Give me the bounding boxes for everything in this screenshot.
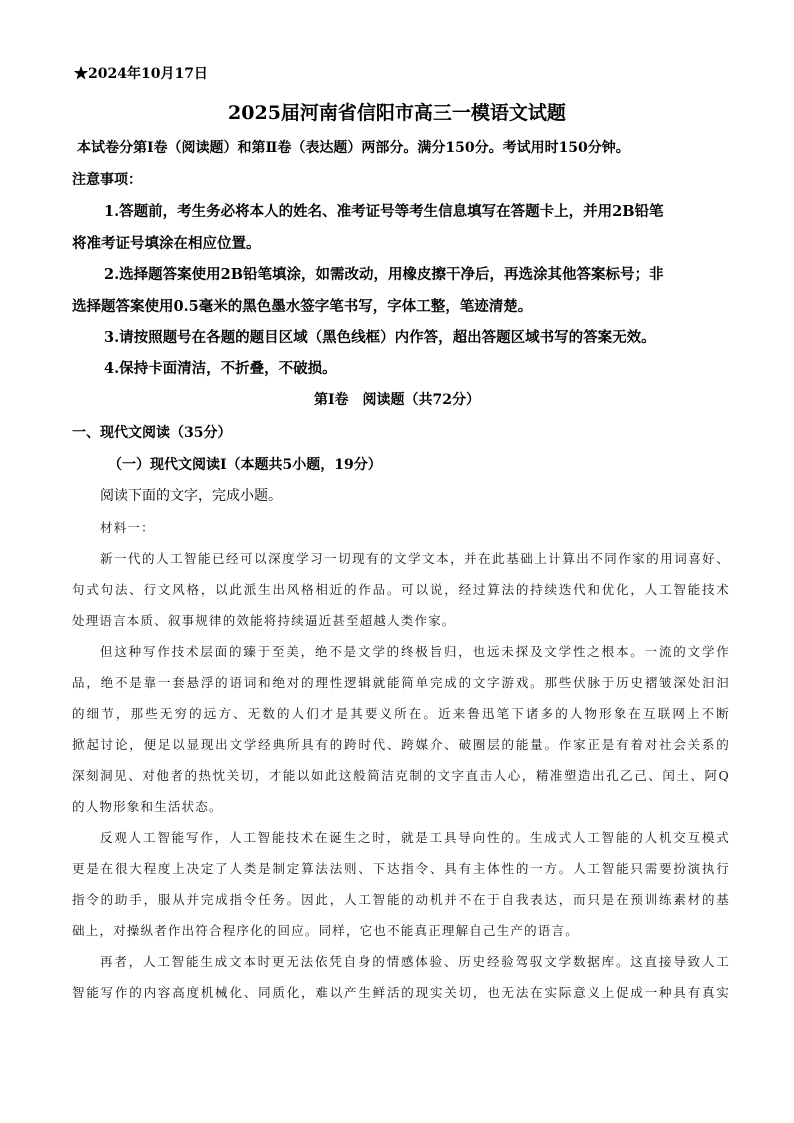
paragraph-3-line-3: 指令的助手，服从并完成指令任务。因此，人工智能的动机并不在于自我表达，而只是在预训练素材的基 xyxy=(72,892,730,907)
page-title: 2025届河南省信阳市高三一模语文试题 xyxy=(228,102,566,124)
paragraph-4-line-1: 再者，人工智能生成文本时更无法依凭自身的情感体验、历史经验驾驭文学数据库。这直接导致人工 xyxy=(100,954,730,969)
reading-instruction: 阅读下面的文字，完成小题。 xyxy=(100,488,282,504)
paragraph-3-line-4: 础上，对操纵者作出符合程序化的回应。同样，它也不能真正理解自己生产的语言。 xyxy=(72,923,579,938)
exam-date: ★2024年10月17日 xyxy=(74,66,208,82)
part-1-heading: 第Ⅰ卷 阅读题（共72分） xyxy=(313,392,481,408)
paragraph-2-line-6: 的人物形象和生活状态。 xyxy=(72,799,223,814)
paragraph-2-line-3: 的细节，那些无穷的远方、无数的人们才是其要义所在。近来鲁迅笔下诸多的人物形象在互联网上不断 xyxy=(72,706,730,721)
paragraph-3-line-1: 反观人工智能写作，人工智能技术在诞生之时，就是工具导向性的。生成式人工智能的人机交互模式 xyxy=(100,830,730,845)
paragraph-1-line-2: 句式句法、行文风格，以此派生出风格相近的作品。可以说，经过算法的持续迭代和优化，人工智能技术 xyxy=(72,582,730,597)
subsection-1-heading: （一）现代文阅读Ⅰ（本题共5小题，19分） xyxy=(108,457,382,473)
notice-item-1-line-2: 将准考证号填涂在相应位置。 xyxy=(72,235,261,252)
paragraph-3-line-2: 更是在很大程度上决定了人类是制定算法法则、下达指令、具有主体性的一方。人工智能只需要扮演执行 xyxy=(72,861,730,876)
paragraph-2-line-1: 但这种写作技术层面的臻于至美，绝不是文学的终极旨归，也远未探及文学性之根本。一流的文学作 xyxy=(100,644,730,659)
notice-item-1-line-1: 1.答题前，考生务必将本人的姓名、准考证号等考生信息填写在答题卡上，并用2B铅笔 xyxy=(104,203,664,220)
notice-item-3: 3.请按照题号在各题的题目区域（黑色线框）内作答，超出答题区域书写的答案无效。 xyxy=(104,329,656,346)
notice-item-2-line-1: 2.选择题答案使用2B铅笔填涂，如需改动，用橡皮擦干净后，再选涂其他答案标号；非 xyxy=(104,266,664,283)
paragraph-2-line-2: 品，绝不是靠一套悬浮的语词和绝对的理性逻辑就能简单完成的文字游戏。那些伏脉于历史褶皱深处汩汩 xyxy=(72,675,730,690)
exam-intro: 本试卷分第Ⅰ卷（阅读题）和第Ⅱ卷（表达题）两部分。满分150分。考试用时150分钟。 xyxy=(77,140,630,156)
notice-item-4: 4.保持卡面清洁，不折叠，不破损。 xyxy=(104,360,337,377)
paragraph-2-line-4: 掀起讨论，便足以显现出文学经典所具有的跨时代、跨媒介、破圈层的能量。作家正是有着对社会关系的 xyxy=(72,737,730,752)
notice-item-2-line-2: 选择题答案使用0.5毫米的黑色墨水签字笔书写，字体工整，笔迹清楚。 xyxy=(72,298,533,315)
material-label: 材料一： xyxy=(100,520,155,535)
notice-heading: 注意事项： xyxy=(72,172,142,188)
paragraph-1-line-3: 处理语言本质、叙事规律的效能将持续逼近甚至超越人类作家。 xyxy=(72,613,456,628)
paragraph-1-line-1: 新一代的人工智能已经可以深度学习一切现有的文学文本，并在此基础上计算出不同作家的用词喜好、 xyxy=(100,551,730,566)
paragraph-2-line-5: 深刻洞见、对他者的热忱关切，才能以如此这般简洁克制的文字直击人心，精准塑造出孔乙己、闰土、阿Q xyxy=(72,768,730,783)
paragraph-4-line-2: 智能写作的内容高度机械化、同质化，难以产生鲜活的现实关切，也无法在实际意义上促成一种具有真实 xyxy=(72,985,730,1000)
section-1-heading: 一、现代文阅读（35分） xyxy=(72,425,232,441)
